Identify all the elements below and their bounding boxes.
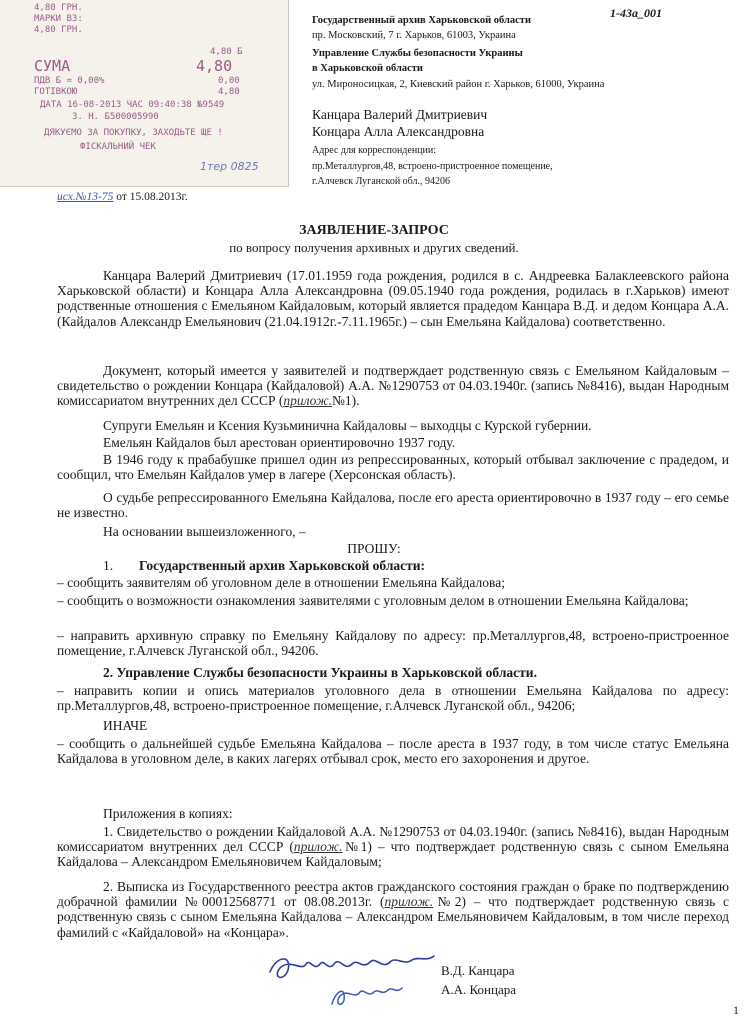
- recipient2-name-line2: в Харьковской области: [312, 63, 423, 74]
- document-title: ЗАЯВЛЕНИЕ-ЗАПРОС: [299, 223, 449, 238]
- receipt-line: 4,80 ГРН.: [34, 3, 83, 13]
- receipt-line: 4,80 ГРН.: [34, 25, 83, 35]
- sender-name-1: Канцара Валерий Дмитриевич: [312, 107, 488, 122]
- receipt-line: 4,80: [196, 57, 233, 75]
- receipt-line: 4,80: [218, 87, 240, 97]
- paragraph-arrest: Емельян Кайдалов был арестован ориентировочно 1937 году.: [103, 435, 456, 450]
- outgoing-reference: [57, 191, 188, 203]
- sender-name-2: Концара Алла Александровна: [312, 124, 485, 139]
- outgoing-date: от 15.08.2013г.: [116, 191, 188, 203]
- document-subtitle: по вопросу получения архивных и других сведений.: [229, 240, 519, 255]
- page-number: 1: [733, 1003, 739, 1017]
- recipient2-name-line1: Управление Службы безопасности Украины: [312, 48, 523, 59]
- paragraph-fate: О судьбе репрессированного Емельяна Кайдалова, после его ареста ориентировочно в 1937 году – его семье не известно.: [57, 490, 729, 521]
- attachment-1: 1. Свидетельство о рождении Кайдаловой А.А. №1290753 от 04.03.1940г. (запись №8416), выдан Народным комиссариатом внутренних дел СССР (прилож.№1) – что подтверждает родственную связь с сыном Емельяна Кайдалова – Александром Емельяновичем Кайдаловым;: [57, 824, 729, 870]
- receipt-line: ФІСКАЛЬНИЙ ЧЕК: [80, 142, 156, 152]
- section1-item2: – сообщить о возможности ознакомления заявителями с уголовным делом в отношении Емельяна Кайдалова;: [57, 593, 689, 608]
- paragraph-spouses: Супруги Емельян и Ксения Кузьминична Кайдаловы – выходцы с Курской губернии.: [103, 418, 592, 433]
- paragraph-1946: В 1946 году к прабабушке пришел один из репрессированных, который отбывал заключение с прадедом, и сообщил, что Емельян Кайдалов умер в лагере (Херсонская область).: [57, 452, 729, 483]
- sender-address-line2: г.Алчевск Луганской обл., 94206: [312, 176, 451, 187]
- document-code: 1-43а_001: [610, 6, 662, 20]
- receipt-line: ПДВ Б = 0,00%: [34, 76, 105, 86]
- signatory-1: В.Д. Канцара: [441, 963, 515, 978]
- section2-item2: – сообщить о дальнейшей судьбе Емельяна Кайдалова – после ареста в 1937 году, в том числе статус Емельяна Кайдалова в уголовном деле, в каких лагерях отбывал срок, место его захоронения и другое.: [57, 736, 729, 767]
- attachment-2: 2. Выписка из Государственного реестра актов гражданского состояния граждан о браке по подтверждению добрачной фамилии №00012568771 от 08.08.2013г. (прилож.№2) – что подтверждает родственную связь с родственную связь с сыном Емельяна Кайдалова – Александром Емельяновичем Кайдаловым, в том числе переход фамилий с «Кайдаловой» на «Концара».: [57, 879, 730, 940]
- section2-heading: 2. Управление Службы безопасности Украины в Харьковской области.: [103, 665, 537, 680]
- sender-address-label: Адрес для корреспонденции:: [312, 145, 437, 156]
- recipient2-address: ул. Мироносицкая, 2, Киевский район г. Харьков, 61000, Украина: [312, 79, 605, 90]
- paragraph-basis: На основании вышеизложенного, –: [103, 524, 306, 539]
- receipt-line: 4,80 Б: [210, 47, 243, 57]
- receipt-line: МАРКИ ВЗ:: [34, 14, 83, 24]
- signatory-2: А.А. Концара: [441, 982, 517, 997]
- request-heading: ПРОШУ:: [347, 541, 401, 556]
- recipient1-address: пр. Московский, 7 г. Харьков, 61003, Украина: [312, 30, 516, 41]
- receipt-line: 0,00: [218, 76, 240, 86]
- sender-address-line1: пр.Металлургов,48, встроено-пристроенное помещение,: [312, 161, 553, 172]
- handwritten-signatures: [262, 942, 442, 1012]
- section1-item3: – направить архивную справку по Емельяну Кайдалову по адресу: пр.Металлургов,48, встроено-пристроенное помещение, г.Алчевск Луганской обл., 94206.: [57, 628, 729, 659]
- receipt-line: ДАТА 16-08-2013 ЧАС 09:40:38 №9549: [40, 100, 225, 110]
- receipt-line: СУМА: [34, 57, 71, 75]
- paragraph-document: Документ, который имеется у заявителей и подтверждает родственную связь с Емельяном Кайдаловым – свидетельство о рождении Концара (Кайдаловой) А.А. №1290753 от 04.03.1940г. (запись №8416), выдан Народным комиссариатом внутренних дел СССР (прилож.№1).: [57, 363, 729, 409]
- cash-receipt: [0, 0, 289, 187]
- section1-heading: 1. Государственный архив Харьковской области:: [103, 558, 426, 573]
- section2-else: ИНАЧЕ: [103, 718, 148, 733]
- recipient1-name: Государственный архив Харьковской области: [312, 15, 531, 26]
- attachment-ref: прилож.: [384, 894, 434, 910]
- receipt-line: ДЯКУЄМО ЗА ПОКУПКУ, ЗАХОДЬТЕ ЩЕ !: [44, 128, 223, 138]
- attachments-title: Приложения в копиях:: [103, 806, 233, 821]
- receipt-handwritten-note: 1тер 0825: [200, 160, 259, 173]
- attachment-ref: прилож.: [293, 839, 343, 855]
- section2-item1: – направить копии и опись материалов уголовного дела в отношении Емельяна Кайдалова по адресу: пр.Металлургов,48, встроено-пристроенное помещение, г.Алчевск Луганской обл., 94206;: [57, 683, 729, 714]
- outgoing-number: исх.№13-75: [57, 191, 114, 203]
- paragraph-applicants: Канцара Валерий Дмитриевич (17.01.1959 года рождения, родился в с. Андреевка Балаклеевского района Харьковской области) и Концара Алла Александровна (09.05.1940 года рождения, родилась в г.Харьков) имеют родственные отношения с Емельяном Кайдаловым, который является прадедом Канцара В.Д. и дедом Концара А.А. (Кайдалов Александр Емельянович (21.04.1912г.-7.11.1965г.) – сын Емельяна Кайдалова) соответственно.: [57, 268, 729, 329]
- section1-item1: – сообщить заявителям об уголовном деле в отношении Емельяна Кайдалова;: [57, 575, 505, 590]
- attachment-ref: прилож.: [283, 393, 332, 409]
- receipt-line: ГОТІВКОЮ: [34, 87, 78, 97]
- receipt-line: З. Н. Б500005990: [72, 112, 159, 122]
